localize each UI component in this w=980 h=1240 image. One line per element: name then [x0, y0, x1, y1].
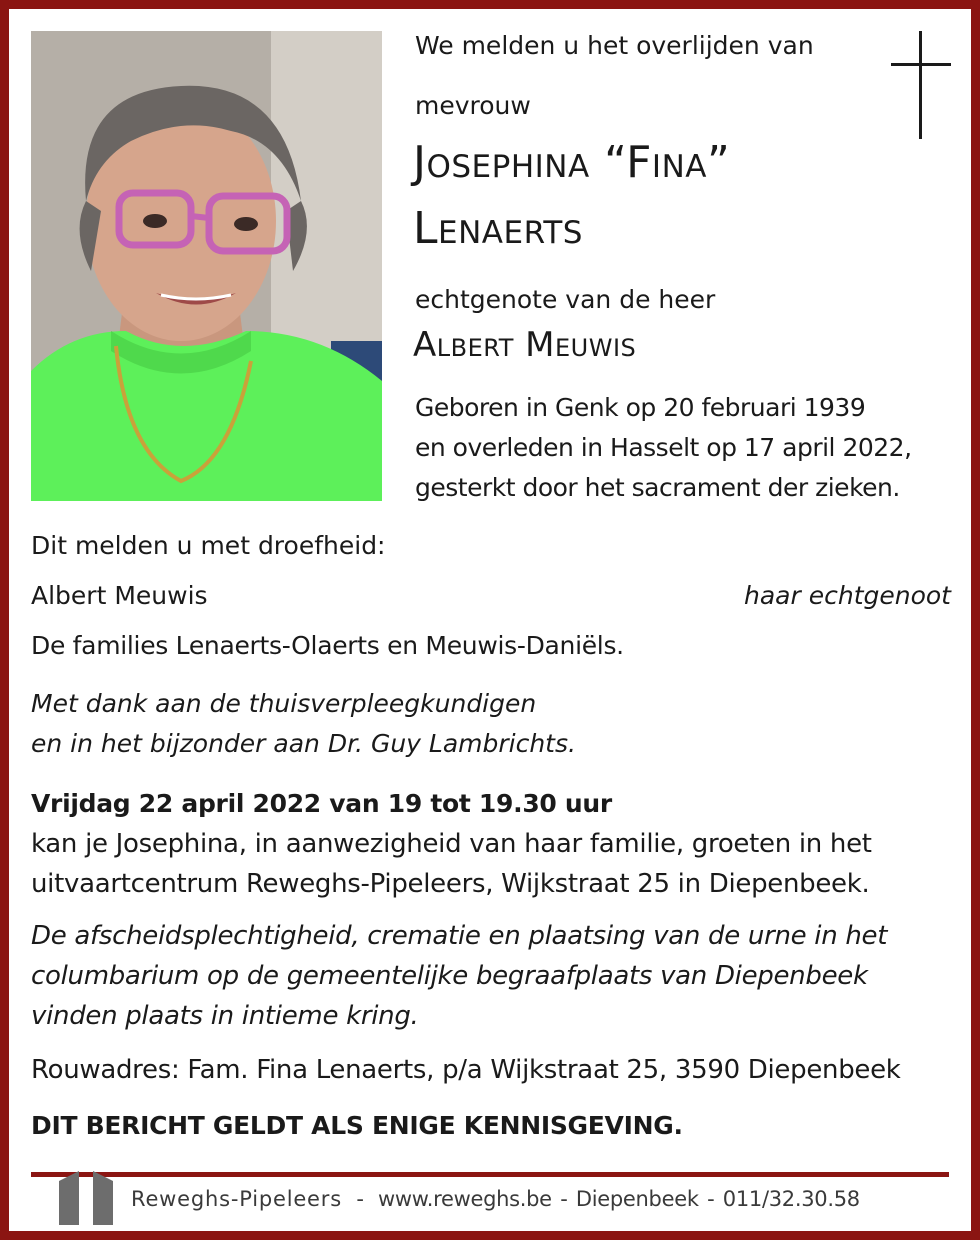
- thanks-line1: Met dank aan de thuisverpleegkundigen: [31, 689, 537, 718]
- ceremony-line3: vinden plaats in intieme kring.: [31, 1001, 419, 1031]
- thanks-line2: en in het bijzonder aan Dr. Guy Lambrichts.: [31, 729, 576, 758]
- footer-separator: -: [707, 1187, 715, 1211]
- death-line: en overleden in Hasselt op 17 april 2022,: [415, 433, 912, 462]
- footer-separator: -: [560, 1187, 568, 1211]
- footer-city: Diepenbeek: [575, 1187, 699, 1211]
- mourners-intro: Dit melden u met droefheid:: [31, 531, 386, 560]
- mourner-1-relation: haar echtgenoot: [744, 581, 951, 610]
- intro-text: We melden u het overlijden van: [415, 31, 814, 60]
- address-line: Rouwadres: Fam. Fina Lenaerts, p/a Wijkstraat 25, 3590 Diepenbeek: [31, 1055, 901, 1085]
- deceased-name-line2: Lenaerts: [413, 203, 583, 254]
- ceremony-line1: De afscheidsplechtigheid, crematie en plaatsing van de urne in het: [31, 921, 888, 951]
- deceased-name-line1: Josephina “Fina”: [413, 137, 731, 188]
- footer-line: [131, 1187, 860, 1211]
- spouse-name: Albert Meuwis: [413, 325, 637, 365]
- title-word: mevrouw: [415, 91, 531, 120]
- footer-phone[interactable]: 011/32.30.58: [722, 1187, 860, 1211]
- visit-heading: Vrijdag 22 april 2022 van 19 tot 19.30 uur: [31, 789, 612, 818]
- portrait-illustration: [31, 31, 382, 501]
- footer-company: Reweghs-Pipeleers: [131, 1187, 342, 1211]
- visit-line2: uitvaartcentrum Reweghs-Pipeleers, Wijkstraat 25 in Diepenbeek.: [31, 869, 870, 899]
- visit-line1: kan je Josephina, in aanwezigheid van haar familie, groeten in het: [31, 829, 872, 859]
- footer-separator: -: [356, 1187, 364, 1211]
- portrait-photo: [31, 31, 382, 501]
- ceremony-line2: columbarium op de gemeentelijke begraafplaats van Diepenbeek: [31, 961, 868, 991]
- closing-notice: DIT BERICHT GELDT ALS ENIGE KENNISGEVING.: [31, 1111, 683, 1140]
- spouse-intro: echtgenote van de heer: [415, 285, 716, 314]
- birth-line: Geboren in Genk op 20 februari 1939: [415, 393, 866, 422]
- reweghs-logo-icon: [55, 1167, 117, 1227]
- mourner-2: De families Lenaerts-Olaerts en Meuwis-Daniëls.: [31, 631, 624, 660]
- mourner-1-name: Albert Meuwis: [31, 581, 208, 610]
- footer-website[interactable]: www.reweghs.be: [378, 1187, 552, 1211]
- footer-rule: [31, 1172, 949, 1177]
- sacrament-line: gesterkt door het sacrament der zieken.: [415, 473, 900, 502]
- cross-icon: [891, 31, 951, 139]
